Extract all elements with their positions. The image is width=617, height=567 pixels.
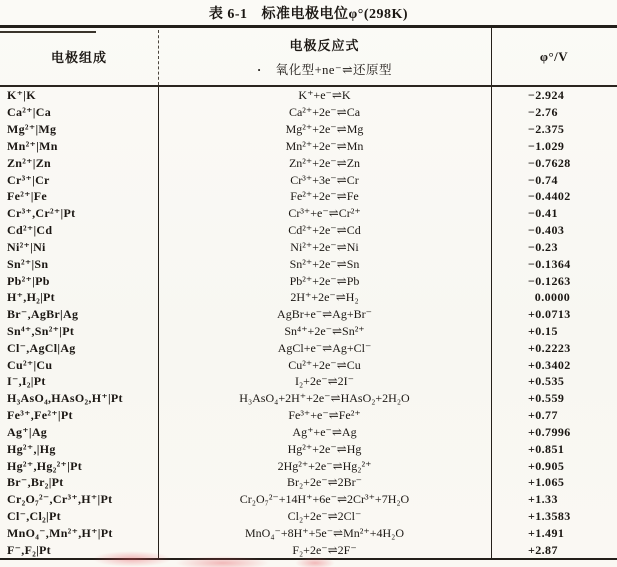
table-row [0,474,617,491]
electrode-cell: Cr³⁺,Cr²⁺|Pt [7,206,76,221]
reaction-cell: Sn²⁺+2e⁻⇌Sn [289,256,360,271]
table-row [0,356,617,373]
reaction-cell: Ag⁺+e⁻⇌Ag [292,424,357,439]
table-row [0,87,617,104]
table-row [0,104,617,121]
table-row [0,508,617,525]
electrode-cell: Ca²⁺|Ca [7,105,52,120]
potential-cell: +0.2223 [528,340,571,355]
reaction-cell: Mg²⁺+2e⁻⇌Mg [285,122,364,137]
table-row [0,440,617,457]
potential-cell: +0.7996 [528,424,571,439]
electrode-cell: I⁻,I₂|Pt [7,374,46,389]
bullet-dot: · [256,63,262,77]
reaction-cell: 2Hg²⁺+2e⁻⇌Hg₂²⁺ [277,458,372,473]
electrode-cell: Cr³⁺|Cr [7,172,50,187]
potential-cell: +1.065 [528,475,565,490]
header-electrode-reaction [158,28,491,85]
potential-cell: −0.41 [528,206,558,221]
reaction-cell: Fe²⁺+2e⁻⇌Fe [290,189,359,204]
reaction-cell: H₃AsO₄+2H⁺+2e⁻⇌HAsO₂+2H₂O [239,391,410,406]
reaction-cell: Br₂+2e⁻⇌2Br⁻ [287,475,362,490]
table-row [0,306,617,323]
reaction-cell: Sn⁴⁺+2e⁻⇌Sn²⁺ [284,324,365,338]
table-row [0,339,617,356]
electrode-cell: Hg²⁺,Hg₂²⁺|Pt [7,458,82,473]
electrode-cell: K⁺|K [7,88,36,103]
electrode-cell: H₃AsO₄,HAsO₂,H⁺|Pt [7,391,123,406]
table-caption: 标准电极电位φ°(298K) [261,7,409,22]
reaction-cell: Cd²⁺+2e⁻⇌Cd [288,223,361,238]
potential-cell: +0.559 [528,391,565,406]
table-row [0,373,617,390]
potential-cell: 0.0000 [528,290,571,305]
reaction-cell: Fe³⁺+e⁻⇌Fe²⁺ [288,408,361,423]
electrode-cell: Br⁻,Br₂|Pt [7,475,64,490]
potential-cell: −2.924 [528,88,565,103]
reaction-cell: AgBr+e⁻⇌Ag+Br⁻ [277,307,372,322]
reaction-cell: Ca²⁺+2e⁻⇌Ca [288,105,361,120]
table-header-row [0,28,617,87]
reaction-cell: Zn²⁺+2e⁻⇌Zn [288,155,361,170]
reaction-cell: MnO₄⁻+8H⁺+5e⁻⇌Mn²⁺+4H₂O [245,525,404,540]
electrode-cell: Mn²⁺|Mn [7,138,58,153]
table-row [0,255,617,272]
table-row [0,457,617,474]
reaction-cell: AgCl+e⁻⇌Ag+Cl⁻ [277,340,372,355]
table-row [0,272,617,289]
potential-cell: −0.1263 [528,273,571,288]
electrode-cell: Cl⁻,AgCl|Ag [7,340,76,355]
electrode-cell: Zn²⁺|Zn [7,155,52,170]
header-reaction-formula: 氧化型+ne⁻⇌还原型 [275,63,393,77]
table-row [0,137,617,154]
electrode-potential-table [0,25,617,560]
potential-cell: −1.029 [528,138,565,153]
potential-cell: +1.33 [528,492,558,507]
table-row [0,188,617,205]
electrode-cell: Sn⁴⁺,Sn²⁺|Pt [7,324,75,338]
table-row [0,289,617,306]
header-potential: φ°/V [539,48,569,64]
electrode-cell: Ag⁺|Ag [7,424,48,439]
electrode-cell: Fe³⁺,Fe²⁺|Pt [7,408,73,423]
potential-cell: +2.87 [528,542,558,557]
table-row [0,390,617,407]
table-row [0,222,617,239]
header-electrode-composition: 电极组成 [50,50,107,65]
table-number: 表 6-1 [208,7,248,22]
table-row [0,424,617,441]
reaction-cell: Cr³⁺+3e⁻⇌Cr [290,172,359,187]
table-row [0,154,617,171]
potential-cell: +1.491 [528,525,565,540]
potential-cell: −0.4402 [528,189,571,204]
reaction-cell: Hg²⁺+2e⁻⇌Hg [287,441,362,456]
potential-cell: −0.74 [528,172,558,187]
electrode-cell: Cd²⁺|Cd [7,223,53,238]
electrode-cell: Hg²⁺,|Hg [7,441,56,456]
electrode-cell: F⁻,F₂|Pt [7,542,51,557]
potential-cell: −0.1364 [528,256,571,271]
potential-cell: +0.15 [528,324,558,338]
header-reaction-subtitle [257,60,392,78]
table-row [0,541,617,558]
reaction-cell: Cr₂O₇²⁻+14H⁺+6e⁻⇌2Cr³⁺+7H₂O [239,492,410,507]
table-row [0,205,617,222]
electrode-cell: H⁺,H₂|Pt [7,290,55,305]
potential-cell: +0.851 [528,441,565,456]
electrode-cell: Cu²⁺|Cu [7,357,53,372]
table-row [0,323,617,340]
reaction-cell: Mn²⁺+2e⁻⇌Mn [285,138,364,153]
reaction-cell: Cl₂+2e⁻⇌2Cl⁻ [287,509,362,524]
table-row [0,407,617,424]
table-body [0,87,617,558]
table-row [0,525,617,542]
potential-cell: +0.3402 [528,357,571,372]
potential-cell: +1.3583 [528,509,571,524]
potential-cell: −0.23 [528,239,558,254]
reaction-cell: K⁺+e⁻⇌K [298,88,351,103]
electrode-cell: Fe²⁺|Fe [7,189,47,204]
reaction-cell: F₂+2e⁻⇌2F⁻ [292,542,357,557]
potential-cell: −0.403 [528,223,565,238]
potential-cell: +0.0713 [528,307,571,322]
table-row [0,238,617,255]
header-reaction-title: 电极反应式 [289,38,360,53]
potential-cell: −2.76 [528,105,558,120]
electrode-cell: Br⁻,AgBr|Ag [7,307,79,322]
potential-cell: +0.77 [528,408,558,423]
reaction-cell: Pb²⁺+2e⁻⇌Pb [289,273,360,288]
electrode-cell: Ni²⁺|Ni [7,239,46,254]
electrode-cell: MnO₄⁻,Mn²⁺,H⁺|Pt [7,525,113,540]
electrode-cell: Cl⁻,Cl₂|Pt [7,509,61,524]
electrode-cell: Pb²⁺|Pb [7,273,50,288]
table-row [0,121,617,138]
potential-cell: −0.7628 [528,155,571,170]
electrode-cell: Sn²⁺|Sn [7,256,49,271]
table-title [0,3,617,23]
reaction-cell: 2H⁺+2e⁻⇌H₂ [290,290,359,305]
table-row [0,491,617,508]
potential-cell: +0.535 [528,374,565,389]
reaction-cell: I₂+2e⁻⇌2I⁻ [295,374,354,389]
electrode-cell: Mg²⁺|Mg [7,122,57,137]
potential-cell: −2.375 [528,122,565,137]
reaction-cell: Cu²⁺+2e⁻⇌Cu [288,357,361,372]
potential-cell: +0.905 [528,458,565,473]
reaction-cell: Ni²⁺+2e⁻⇌Ni [290,239,359,254]
column-divider-1-header [158,30,159,85]
table-row [0,171,617,188]
reaction-cell: Cr³⁺+e⁻⇌Cr²⁺ [288,206,361,221]
electrode-cell: Cr₂O₇²⁻,Cr³⁺,H⁺|Pt [7,492,113,507]
